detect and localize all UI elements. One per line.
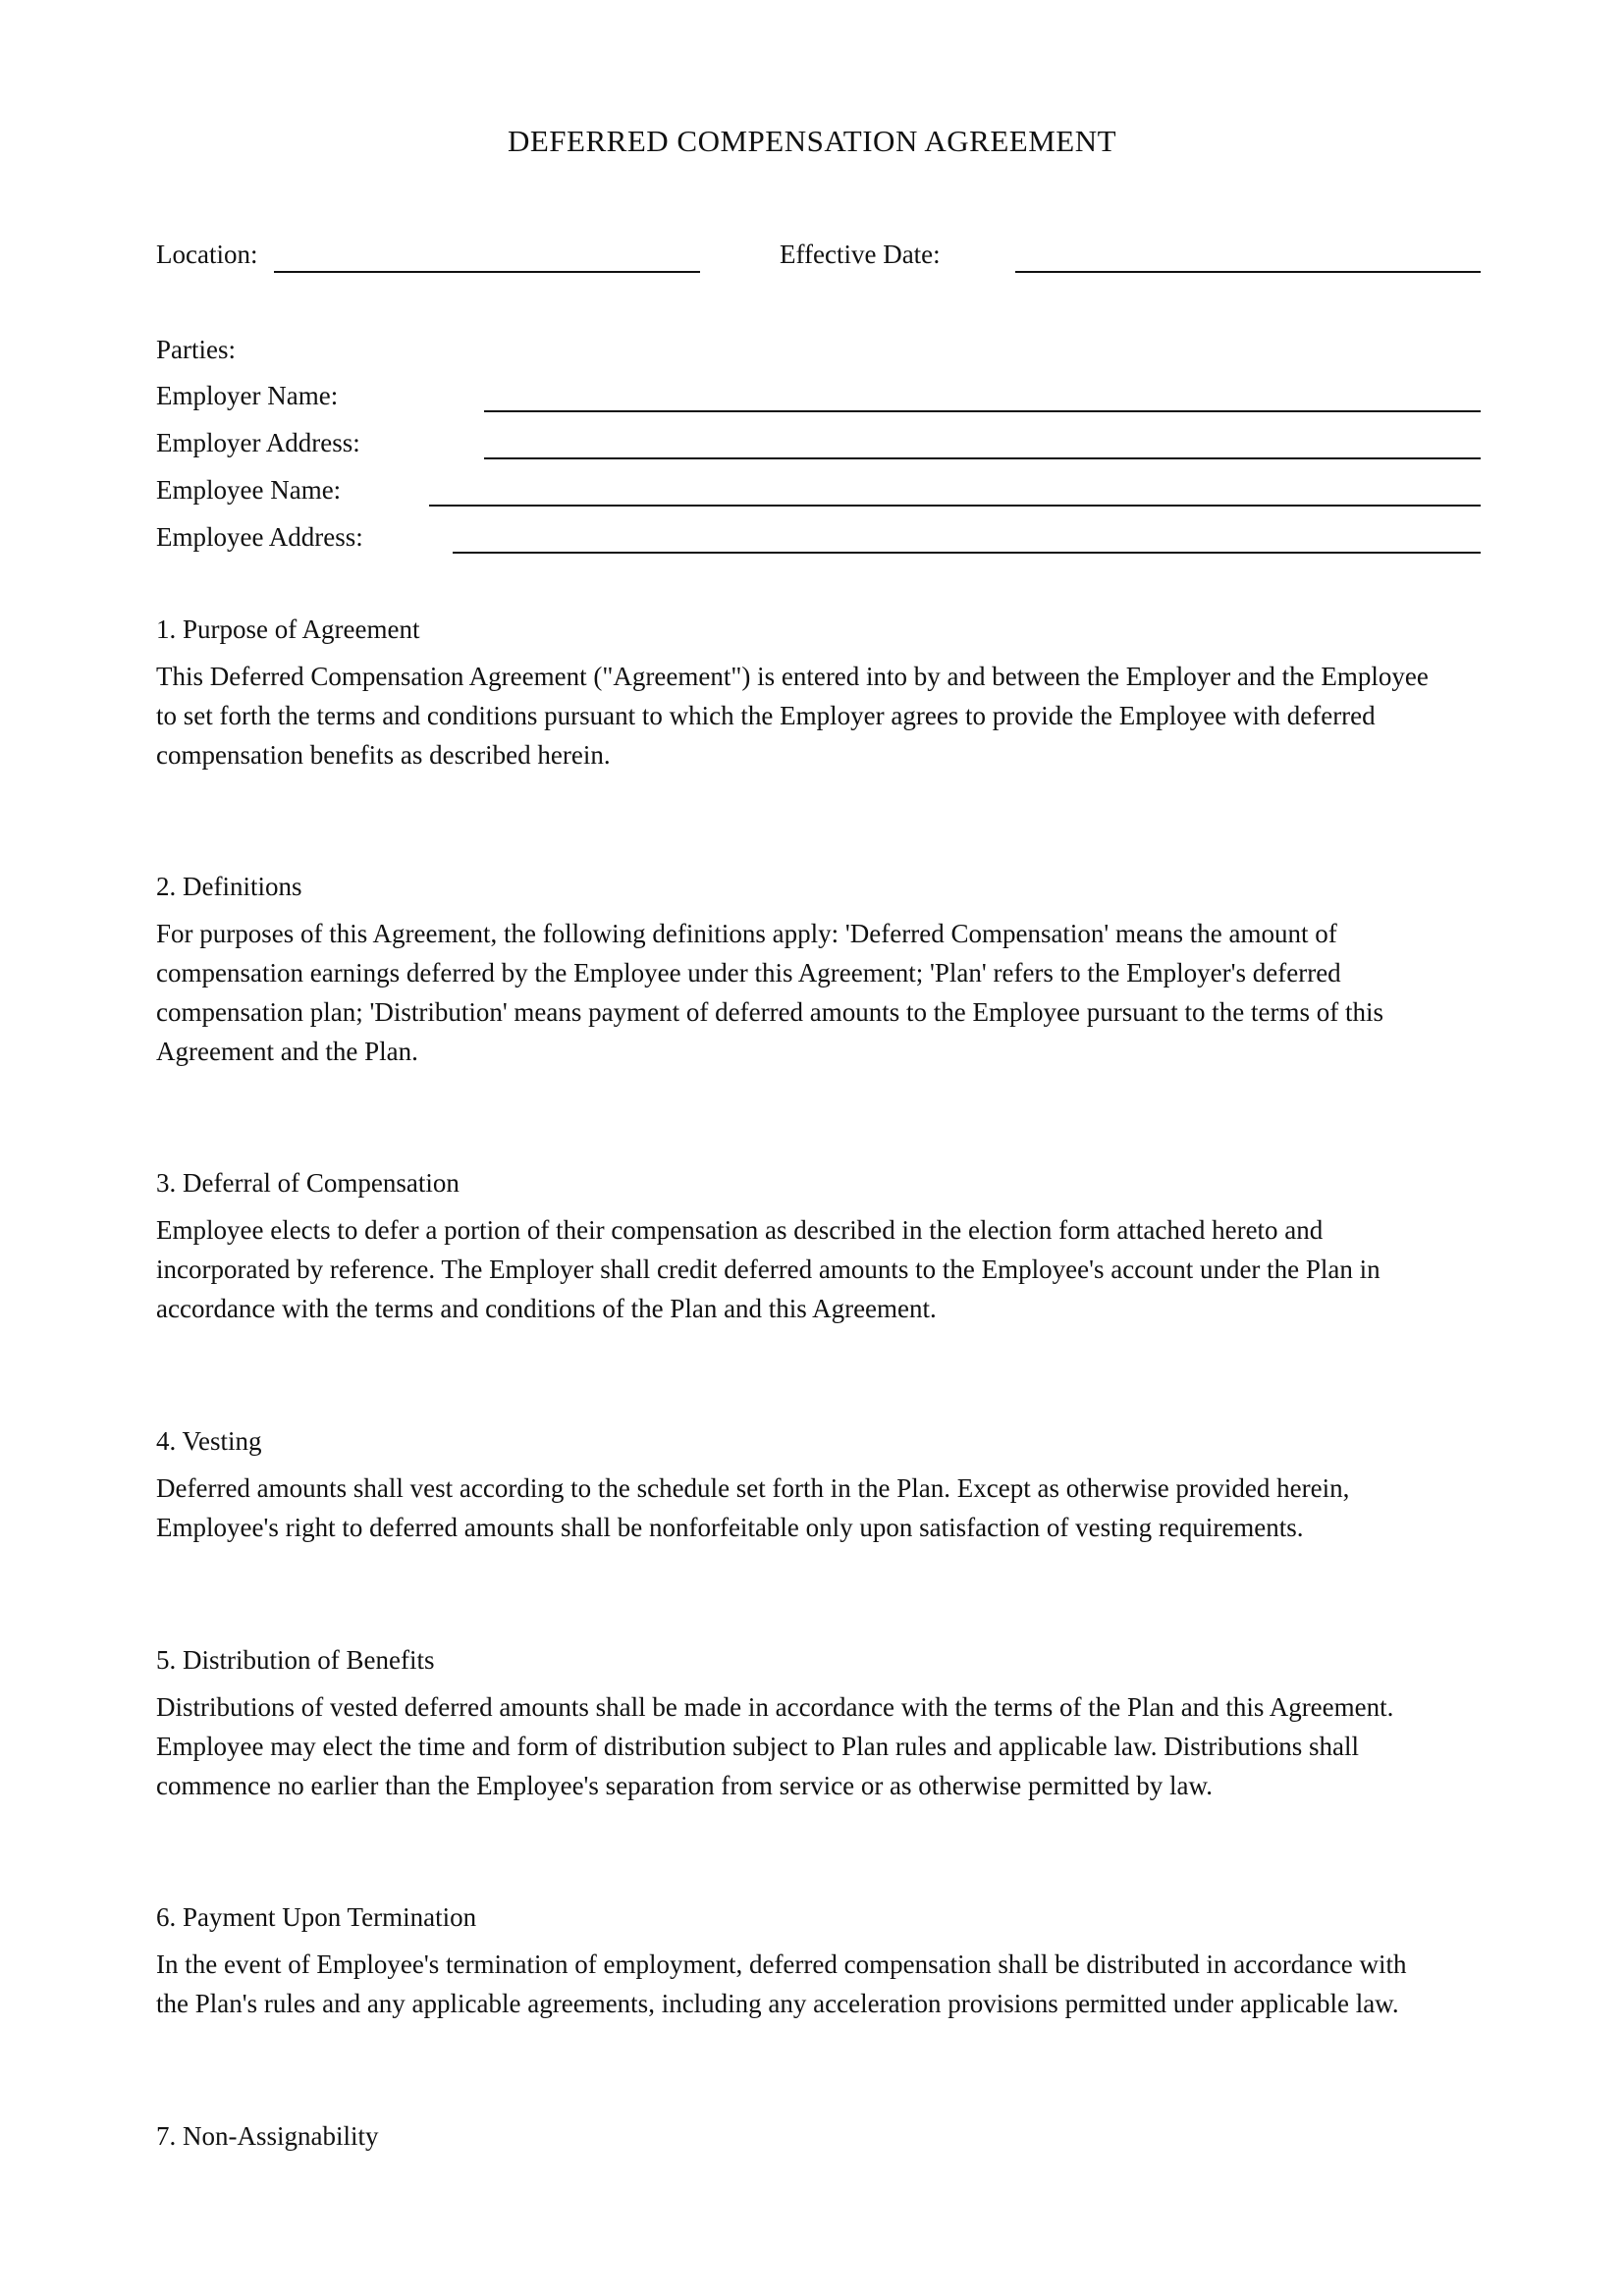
employer-address-label: Employer Address: (156, 428, 360, 457)
employer-name-field[interactable] (484, 410, 1481, 412)
section-heading: 3. Deferral of Compensation (156, 1168, 460, 1198)
section-line: the Plan's rules and any applicable agreements, including any acceleration provisions permitted under applicable law. (156, 1989, 1399, 2018)
section-heading: 5. Distribution of Benefits (156, 1645, 435, 1675)
effective-date-label: Effective Date: (780, 240, 941, 269)
section-line: Agreement and the Plan. (156, 1037, 418, 1066)
section-line: compensation earnings deferred by the Employee under this Agreement; 'Plan' refers to the Employer's deferred (156, 958, 1341, 988)
section-heading: 2. Definitions (156, 872, 302, 901)
section-line: accordance with the terms and conditions of the Plan and this Agreement. (156, 1294, 937, 1323)
document-title: DEFERRED COMPENSATION AGREEMENT (507, 124, 1117, 158)
employee-address-label: Employee Address: (156, 522, 363, 552)
section-line: to set forth the terms and conditions pursuant to which the Employer agrees to provide the Employee with deferred (156, 701, 1376, 730)
section-line: commence no earlier than the Employee's separation from service or as otherwise permitted by law. (156, 1771, 1213, 1800)
employer-address-field[interactable] (484, 457, 1481, 459)
section-line: Deferred amounts shall vest according to the schedule set forth in the Plan. Except as otherwise provided herein, (156, 1473, 1350, 1503)
section-body (156, 1945, 1491, 2023)
employee-address-field[interactable] (453, 552, 1481, 554)
section-line: Employee may elect the time and form of distribution subject to Plan rules and applicable law. Distributions shall (156, 1732, 1359, 1761)
section-line: Employee's right to deferred amounts shall be nonforfeitable only upon satisfaction of vesting requirements. (156, 1513, 1304, 1542)
employee-name-label: Employee Name: (156, 475, 342, 505)
employee-name-field[interactable] (429, 505, 1481, 507)
section-line: Distributions of vested deferred amounts shall be made in accordance with the terms of the Plan and this Agreement. (156, 1692, 1394, 1722)
section-body (156, 1687, 1491, 1805)
effective-date-field[interactable] (1015, 271, 1481, 273)
location-field[interactable] (274, 271, 700, 273)
section-heading: 1. Purpose of Agreement (156, 614, 420, 644)
section-line: compensation plan; 'Distribution' means payment of deferred amounts to the Employee pursuant to the terms of this (156, 997, 1383, 1027)
section-heading: 4. Vesting (156, 1426, 262, 1456)
section-body (156, 657, 1491, 774)
employer-name-label: Employer Name: (156, 381, 339, 410)
section-line: This Deferred Compensation Agreement ("Agreement") is entered into by and between the Employer and the Employee (156, 662, 1429, 691)
section-line: In the event of Employee's termination of employment, deferred compensation shall be distributed in accordance with (156, 1949, 1407, 1979)
section-body (156, 914, 1491, 1071)
section-line: Employee elects to defer a portion of their compensation as described in the election form attached hereto and (156, 1215, 1324, 1245)
section-body (156, 1210, 1491, 1328)
location-label: Location: (156, 240, 258, 269)
section-heading: 6. Payment Upon Termination (156, 1902, 477, 1932)
section-heading: 7. Non-Assignability (156, 2121, 379, 2151)
section-line: compensation benefits as described herein. (156, 740, 611, 770)
section-body (156, 1468, 1491, 1547)
parties-label: Parties: (156, 335, 236, 364)
section-line: For purposes of this Agreement, the following definitions apply: 'Deferred Compensation' means the amount of (156, 919, 1337, 948)
section-line: incorporated by reference. The Employer shall credit deferred amounts to the Employee's account under the Plan in (156, 1255, 1380, 1284)
